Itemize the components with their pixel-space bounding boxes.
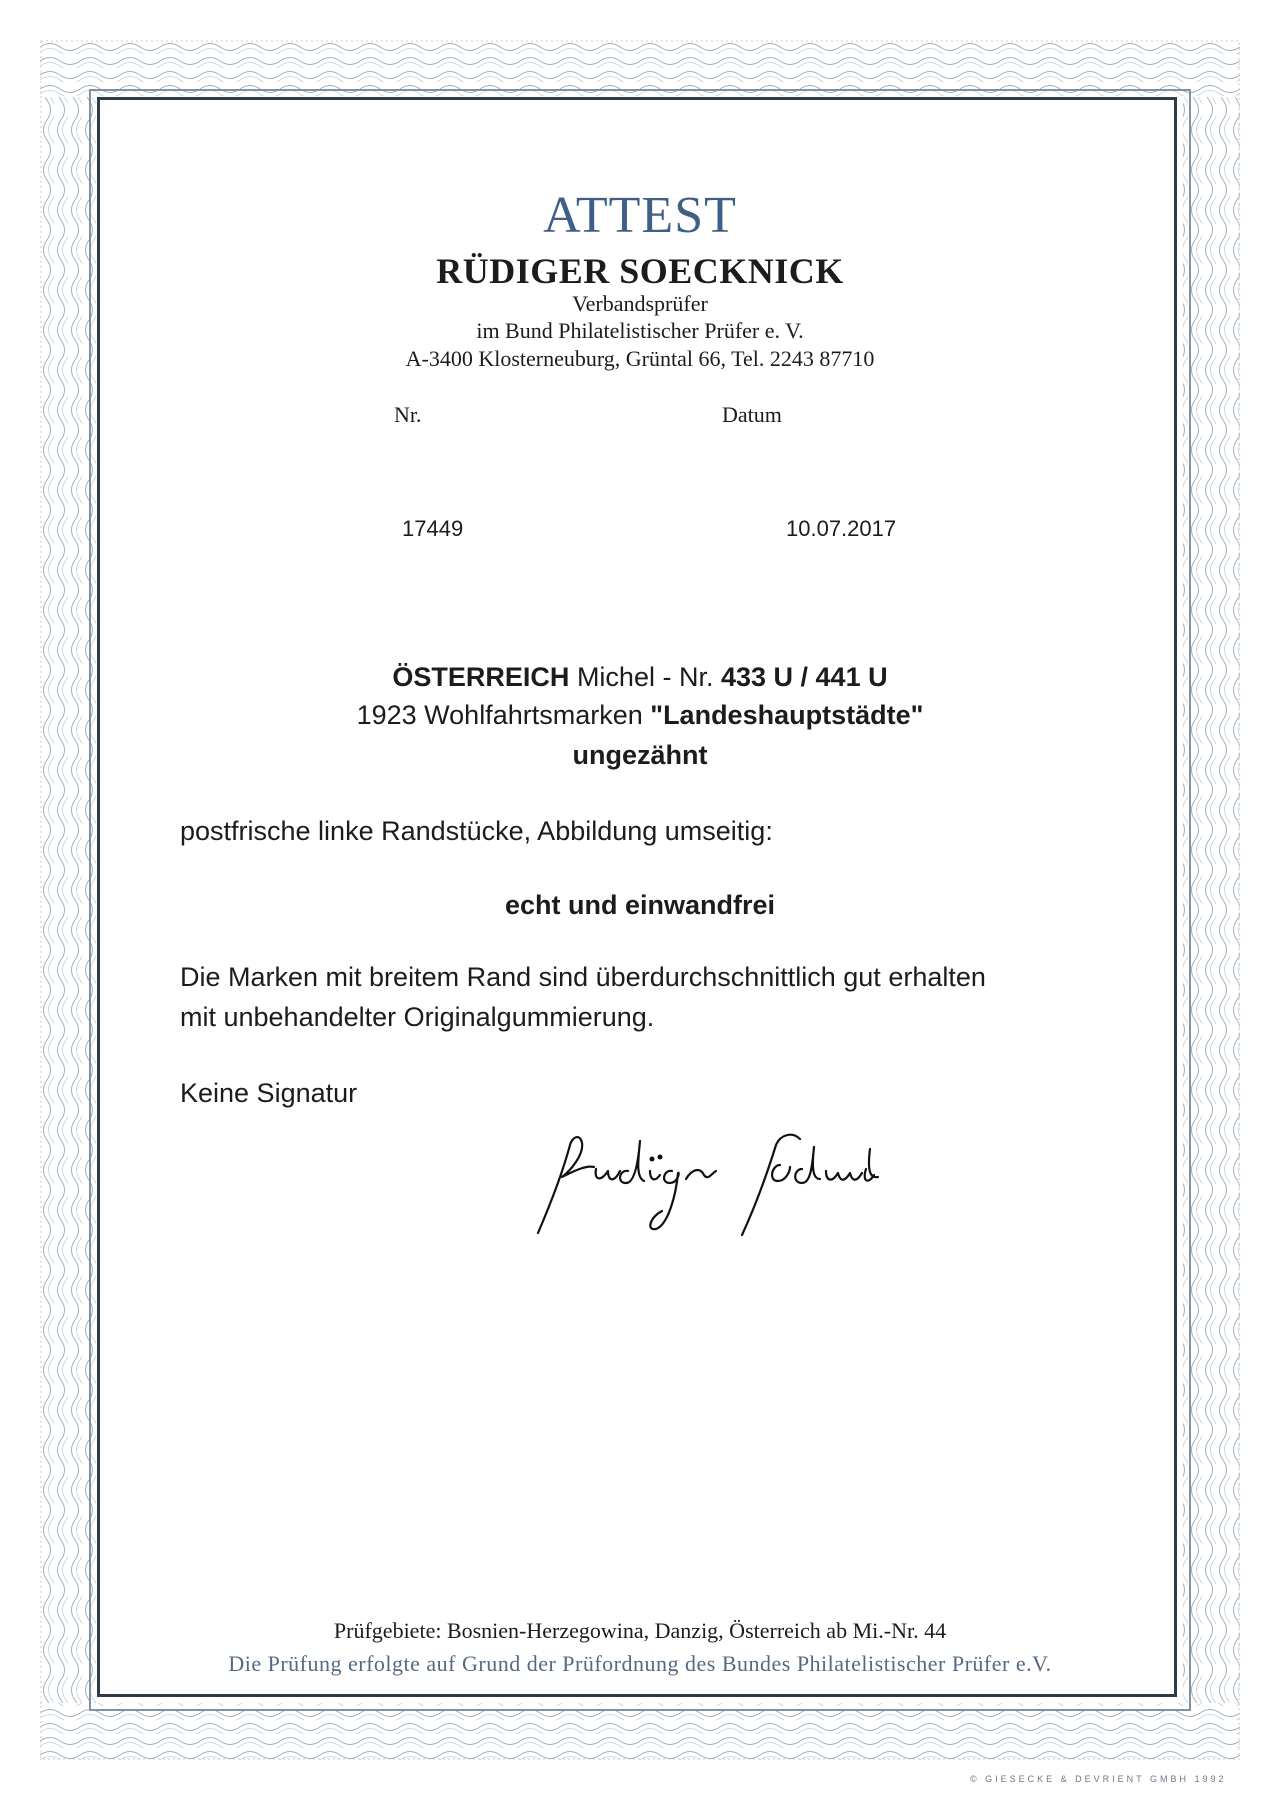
examination-areas: Prüfgebiete: Bosnien-Herzegowina, Danzig, Österreich ab Mi.-Nr. 44 — [333, 1618, 947, 1643]
stamp-country: ÖSTERREICH — [392, 662, 570, 692]
datum-value: 10.07.2017 — [786, 516, 897, 541]
verdict-text: echt und einwandfrei — [504, 890, 776, 920]
stamp-perforation: ungezähnt — [572, 740, 708, 770]
stamp-catalog-line — [0, 662, 1280, 693]
description-line-1: Die Marken mit breitem Rand sind überdurchschnittlich gut erhalten — [180, 962, 986, 992]
nr-value: 17449 — [402, 516, 464, 541]
stamp-issue-name: "Landeshauptstädte" — [650, 700, 924, 730]
certificate-title: ATTEST — [543, 187, 737, 244]
stamp-issue: 1923 Wohlfahrtsmarken — [356, 700, 643, 730]
description-line-2: mit unbehandelter Originalgummierung. — [180, 1002, 655, 1032]
stamp-catalog: Michel - Nr. — [576, 662, 714, 692]
examination-rules: Die Prüfung erfolgte auf Grund der Prüfordnung des Bundes Philatelistischer Prüfer e.V. — [228, 1651, 1052, 1676]
printer-imprint: © GIESECKE & DEVRIENT GMBH 1992 — [970, 1774, 1227, 1784]
examiner-name: RÜDIGER SOECKNICK — [436, 251, 844, 291]
condition-text: postfrische linke Randstücke, Abbildung umseitig: — [180, 816, 773, 846]
stamp-numbers: 433 U / 441 U — [720, 662, 888, 692]
examiner-association: im Bund Philatelistischer Prüfer e. V. — [476, 318, 804, 343]
signature-note: Keine Signatur — [180, 1078, 358, 1108]
datum-label: Datum — [722, 402, 782, 427]
nr-label: Nr. — [394, 402, 422, 427]
stamp-issue-line — [0, 700, 1280, 731]
examiner-address: A-3400 Klosterneuburg, Grüntal 66, Tel. 2243 87710 — [405, 346, 875, 371]
examiner-role: Verbandsprüfer — [572, 291, 708, 316]
handwritten-signature — [510, 1125, 890, 1245]
